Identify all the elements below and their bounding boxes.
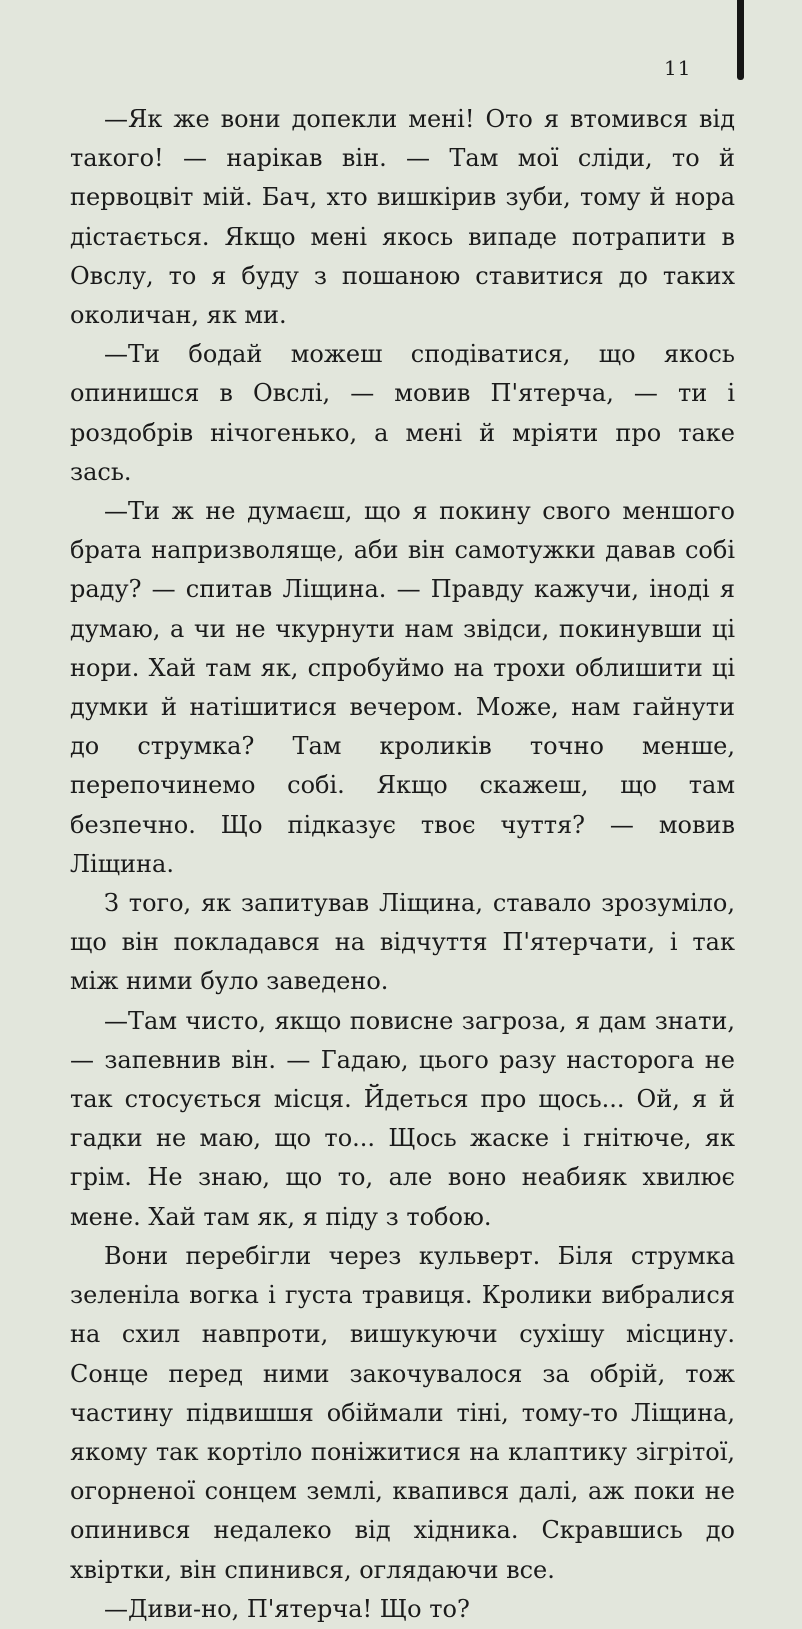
paragraph: Вони перебігли через кульверт. Біля струмка зеленіла вогка і густа травиця. Кролики вибралися на схил навпроти, вишукуючи сухішу місцину. Сонце перед ними закочувалося за обрій, тож частину підвишшя обіймали тіні, тому-то Ліщина, якому так кортіло поніжитися на клаптику зігрітої, огорненої сонцем землі, квапився далі, аж поки не опинився недалеко від хідника. Скравшись до хвіртки, він спинився, оглядаючи все. [70,1241,735,1584]
paragraph: З того, як запитував Ліщина, ставало зрозуміло, що він покладався на відчуття П'ятерчати, і так між ними було заведено. [70,889,735,996]
paragraph: —Ти бодай можеш сподіватися, що якось опинишся в Овслі, — мовив П'ятерча, — ти і роздобрів нічогенько, а мені й мріяти про таке зась. [70,340,735,486]
paragraph: —Ти ж не думаєш, що я покину свого меншого брата напризволяще, аби він самотужки давав собі раду? — спитав Ліщина. — Правду кажучи, іноді я думаю, а чи не чкурнути нам звідси, покинувши ці нори. Хай там як, спробуймо на трохи облишити ці думки й натішитися вечером. Може, нам гайнути до струмка? Там кроликів точно менше, перепочинемо собі. Якщо скажеш, що там безпечно. Що підказує твоє чуття? — мовив Ліщина. [70,497,735,878]
paragraph: —Там чисто, якщо повисне загроза, я дам знати, — запевнив він. — Гадаю, цього разу насторога не так стосується місця. Йдеться про щось... Ой, я й гадки не маю, що то... Щось жаске і гнітюче, як грім. Не знаю, що то, але воно неабияк хвилює мене. Хай там як, я піду з тобою. [70,1006,735,1231]
body-text [70,100,735,1629]
page-edge-shadow [737,0,744,80]
paragraph: —Диви-но, П'ятерча! Що то? [104,1594,470,1623]
page-number: 11 [664,56,692,80]
paragraph: —Як же вони допекли мені! Ото я втомився від такого! — нарікав він. — Там мої сліди, то й первоцвіт мій. Бач, хто вишкірив зуби, тому й нора дістається. Якщо мені якось випаде потрапити в Овслу, то я буду з пошаною ставитися до таких околичан, як ми. [70,105,735,330]
